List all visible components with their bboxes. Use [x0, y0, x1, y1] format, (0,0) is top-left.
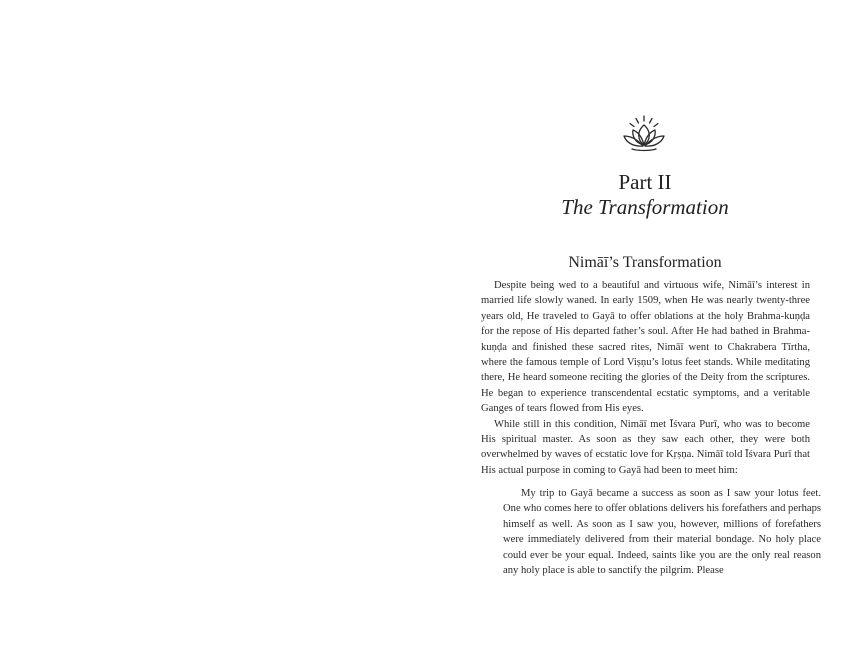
part-title: The Transformation — [561, 195, 729, 219]
chapter-title: Nimāī’s Transformation — [568, 254, 722, 271]
paragraph: Despite being wed to a beautiful and virtuous wife, Nimāī’s interest in married life slowly waned. In early 1509, when He was nearly twenty-three years old, He traveled to Gayā to offer oblations at the holy Brahma-kuṇḍa for the repose of His departed father’s soul. After He had bathed in Brahma-kuṇḍa and finished these sacred rites, Nimāī went to Chakrabera Tīrtha, where the famous temple of Lord Viṣṇu’s lotus feet stands. While meditating there, He heard someone reciting the glories of the Deity from the scriptures. He began to experience transcendental ecstatic symptoms, and a veritable Ganges of tears flowed from His eyes. — [481, 280, 810, 415]
lotus-icon — [621, 114, 667, 154]
body-text — [481, 278, 810, 478]
paragraph: While still in this condition, Nimāī met Īśvara Purī, who was to become His spiritual master. As soon as they saw each other, they were both overwhelmed by waves of ecstatic love for Kṛṣṇa. Nimāī told Īśvara Purī that His actual purpose in coming to Gayā had been to meet him: — [481, 418, 810, 476]
part-number: Part II — [618, 170, 672, 194]
block-quote: My trip to Gayā became a success as soon as I saw your lotus feet. One who comes here to offer oblations delivers his forefathers and perhaps himself as well. As soon as I saw you, however, millions of forefathers were immediately delivered from their material bondage. No holy place could ever be your equal. Indeed, saints like you are the only real reason any holy place is able to sanctify the pilgrim. Please — [503, 488, 821, 577]
